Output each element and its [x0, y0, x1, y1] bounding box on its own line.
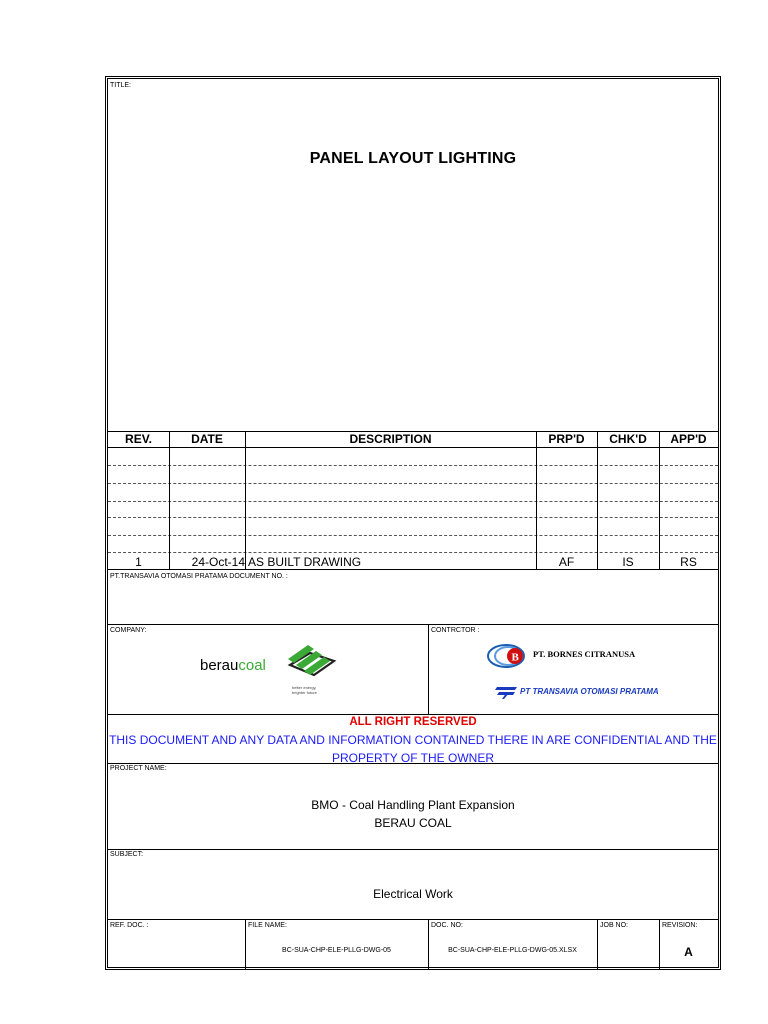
rev-row-line — [108, 465, 718, 466]
document-no-label: PT.TRANSAVIA OTOMASI PRATAMA DOCUMENT NO. : — [110, 573, 288, 580]
footer-divider — [428, 919, 429, 969]
page-title: PANEL LAYOUT LIGHTING — [309, 150, 517, 167]
rev-header-prpd: PRP'D — [548, 432, 585, 446]
rev-row-line — [108, 483, 718, 484]
bornes-citranusa-logo-icon — [486, 643, 530, 669]
contractor-label: CONTRCTOR : — [431, 627, 480, 634]
rev-row-line — [108, 517, 718, 518]
file-name-value: BC-SUA-CHP-ELE-PLLG-DWG-05 — [282, 947, 391, 954]
rights-top-line — [108, 714, 718, 715]
project-label: PROJECT NAME: — [110, 765, 167, 772]
rev-table-header-line — [108, 447, 718, 448]
rev-col-divider — [536, 431, 537, 569]
logo-word-coal: coal — [238, 657, 266, 674]
revision-value: A — [684, 945, 693, 959]
rev-appd-value: RS — [680, 555, 697, 569]
rights-heading: ALL RIGHT RESERVED — [349, 716, 477, 728]
title-label: TITLE: — [110, 82, 132, 89]
company-divider — [428, 624, 429, 714]
rev-row-line — [108, 535, 718, 536]
footer-divider — [659, 919, 660, 969]
rev-row-line — [108, 552, 718, 553]
contractor-bornes-name: PT. BORNES CITRANUSA — [533, 649, 636, 659]
subject-top-line — [108, 849, 718, 850]
rev-header-appd: APP'D — [670, 432, 707, 446]
rev-header-chkd: CHK'D — [609, 432, 647, 446]
contractor-transavia-name: PT TRANSAVIA OTOMASI PRATAMA — [520, 687, 659, 696]
rev-col-divider — [169, 431, 170, 569]
rev-col-divider — [245, 431, 246, 569]
rev-prpd-value: AF — [558, 555, 575, 569]
rev-chkd-value: IS — [622, 555, 634, 569]
rev-row-line — [108, 501, 718, 502]
rev-description-value: AS BUILT DRAWING — [248, 555, 362, 569]
doc-no-label: DOC. NO: — [431, 922, 463, 929]
footer-top-line — [108, 919, 718, 920]
project-top-line — [108, 763, 718, 764]
rev-value: 1 — [135, 555, 142, 569]
rights-text-line-2: PROPERTY OF THE OWNER — [331, 751, 495, 763]
revision-label: REVISION: — [662, 922, 698, 929]
berau-coal-mark-icon — [286, 641, 338, 681]
footer-divider — [597, 919, 598, 969]
subject-label: SUBJECT: — [110, 851, 144, 858]
rev-col-divider — [659, 431, 660, 569]
rights-text-line-1: THIS DOCUMENT AND ANY DATA AND INFORMATION CONTAINED THERE IN ARE CONFIDENTIAL AND THE — [109, 733, 717, 747]
transavia-logo-icon — [495, 685, 519, 699]
file-name-label: FILE NAME: — [248, 922, 287, 929]
rev-date-value: 24-Oct-14 — [191, 555, 245, 569]
rev-table-bottom-line — [108, 569, 718, 570]
berau-coal-logo — [200, 657, 266, 674]
rev-header-rev: REV. — [125, 432, 152, 446]
company-label: COMPANY: — [110, 627, 147, 634]
logo-word-berau: berau — [200, 657, 239, 674]
company-top-line — [108, 624, 718, 625]
rev-header-description: DESCRIPTION — [349, 432, 432, 446]
svg-text:B: B — [511, 651, 519, 664]
rev-col-divider — [597, 431, 598, 569]
project-name-line-2: BERAU COAL — [374, 816, 452, 830]
doc-no-value: BC-SUA-CHP-ELE-PLLG-DWG-05.XLSX — [448, 947, 577, 954]
drawing-sheet — [105, 76, 721, 970]
project-name-line-1: BMO - Coal Handling Plant Expansion — [311, 798, 515, 812]
rev-header-date: DATE — [191, 432, 223, 446]
ref-doc-label: REF. DOC. : — [110, 922, 149, 929]
berau-coal-tagline: better energy, brighter future — [292, 685, 317, 695]
footer-divider — [245, 919, 246, 969]
subject-value: Electrical Work — [373, 887, 453, 901]
job-no-label: JOB NO: — [600, 922, 629, 929]
